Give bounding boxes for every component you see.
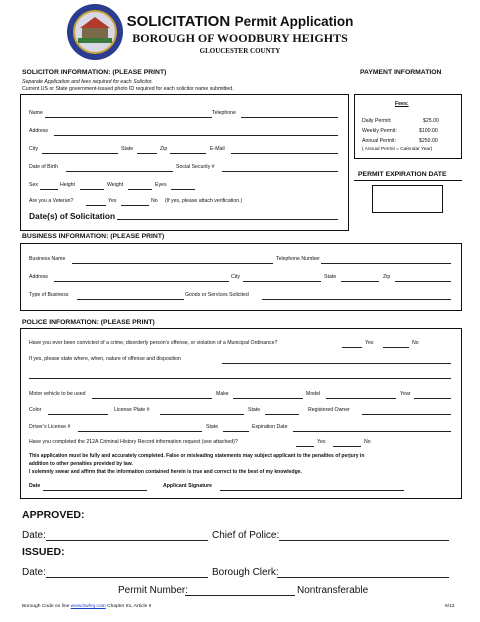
state-label: State — [121, 146, 134, 152]
zip-label: Zip — [160, 146, 168, 152]
permit-number-field[interactable] — [185, 595, 295, 596]
weekly-permit-label: Weekly Permit: — [362, 128, 397, 134]
certify-line-2: addition to other penalties provided by law. — [29, 461, 133, 467]
ssn-label: Social Security # — [176, 164, 215, 170]
issued-date-field[interactable] — [46, 577, 208, 578]
business-telephone-field[interactable] — [321, 263, 451, 264]
police-date-label: Date — [29, 483, 41, 489]
business-box — [20, 243, 462, 311]
name-field[interactable] — [45, 117, 212, 118]
year-field[interactable] — [414, 398, 451, 399]
vehicle-label: Motor vehicle to be used — [29, 391, 86, 397]
telephone-field[interactable] — [241, 117, 338, 118]
certify-line-3: I solemnly swear and affirm that the information contained herein is true and correct to the best of my knowledge. — [29, 469, 302, 475]
annual-permit-note: ( Annual Permit = Calendar Year) — [362, 147, 433, 152]
212a-question: Have you completed the 212A Criminal History Record information request (see attached)? — [29, 439, 238, 445]
address-label: Address — [29, 128, 49, 134]
nontransferable-label: Nontransferable — [297, 585, 369, 596]
plate-field[interactable] — [160, 414, 244, 415]
make-field[interactable] — [233, 398, 303, 399]
chief-label: Chief of Police: — [212, 530, 280, 541]
approved-heading: APPROVED: — [22, 509, 85, 521]
annual-permit-amount: $250.00 — [419, 138, 438, 144]
borough-name: BOROUGH OF WOODBURY HEIGHTS — [132, 31, 348, 45]
veteran-no-field[interactable] — [121, 205, 149, 206]
city-label: City — [29, 146, 38, 152]
address-field[interactable] — [54, 135, 338, 136]
page-title — [0, 13, 480, 31]
expiration-date-box[interactable] — [372, 185, 443, 213]
business-type-field[interactable] — [77, 299, 184, 300]
year-label: Year — [400, 391, 411, 397]
vehicle-state-field[interactable] — [265, 414, 299, 415]
footer-chapter: Chapter 81, Article II — [107, 604, 152, 609]
county-name: GLOUCESTER COUNTY — [199, 47, 281, 55]
license-field[interactable] — [78, 431, 202, 432]
vehicle-field[interactable] — [92, 398, 212, 399]
ssn-field[interactable] — [222, 171, 338, 172]
weight-field[interactable] — [128, 189, 152, 190]
veteran-yes-field[interactable] — [86, 205, 106, 206]
sex-field[interactable] — [40, 189, 58, 190]
footer-link[interactable]: www.bwhnj.com — [70, 604, 106, 609]
212a-no-label: No — [364, 439, 371, 445]
zip-field[interactable] — [170, 153, 206, 154]
clerk-field[interactable] — [277, 577, 449, 578]
convicted-no-label: No — [412, 340, 419, 346]
dates-label: Date(s) of Solicitation — [29, 211, 116, 221]
business-state-label: State — [324, 274, 337, 280]
convicted-yes-label: Yes — [365, 340, 374, 346]
if-yes-field-2[interactable] — [29, 378, 451, 379]
eyes-field[interactable] — [171, 189, 195, 190]
business-zip-label: Zip — [383, 274, 391, 280]
expiration-label: Expiration Date — [252, 424, 288, 430]
weekly-permit-amount: $100.00 — [419, 128, 438, 134]
signature-label: Applicant Signature — [163, 483, 212, 489]
dob-label: Date of Birth — [29, 164, 58, 170]
model-label: Model — [306, 391, 321, 397]
sex-label: Sex — [29, 182, 38, 188]
business-address-label: Address — [29, 274, 49, 280]
if-yes-label: If yes, please state where, when, nature of offense and disposition — [29, 356, 181, 362]
212a-no-field[interactable] — [333, 446, 361, 447]
expiration-heading: PERMIT EXPIRATION DATE — [358, 171, 447, 178]
approved-label: APPROVED — [22, 509, 81, 521]
vehicle-state-label: State — [248, 407, 261, 413]
owner-field[interactable] — [362, 414, 451, 415]
annual-permit-label: Annual Permit: — [362, 138, 397, 144]
goods-label: Goods or Services Solicited — [185, 292, 249, 298]
solicitor-heading: SOLICITOR INFORMATION: (PLEASE PRINT) — [22, 69, 167, 76]
veteran-note: (If yes, please attach verification.) — [165, 198, 243, 204]
footer-date: 6/13 — [445, 604, 455, 609]
model-field[interactable] — [326, 398, 396, 399]
business-heading: BUSINESS INFORMATION: (PLEASE PRINT) — [22, 233, 165, 240]
clerk-label: Borough Clerk: — [212, 567, 279, 578]
convicted-yes-field[interactable] — [342, 347, 362, 348]
state-field[interactable] — [137, 153, 157, 154]
police-heading: POLICE INFORMATION: (PLEASE PRINT) — [22, 319, 155, 326]
owner-label: Registered Owner — [308, 407, 350, 413]
veteran-yes-label: Yes — [108, 198, 117, 204]
daily-permit-label: Daily Permit: — [362, 118, 392, 124]
permit-number-label: Permit Number: — [118, 585, 189, 596]
veteran-question: Are you a Veteran? — [29, 198, 74, 204]
veteran-no-label: No — [151, 198, 158, 204]
212a-yes-field[interactable] — [296, 446, 314, 447]
name-label: Name — [29, 110, 43, 116]
title-sub: Permit Application — [234, 14, 354, 29]
issued-heading: ISSUED: — [22, 546, 65, 558]
plate-label: License Plate # — [114, 407, 150, 413]
212a-yes-label: Yes — [317, 439, 326, 445]
color-field[interactable] — [48, 414, 108, 415]
weight-label: Weight — [107, 182, 124, 188]
police-date-field[interactable] — [43, 490, 147, 491]
solicitor-note-1: Separate Application and fees required for each Solicitor. — [22, 79, 153, 85]
business-type-label: Type of Business — [29, 292, 69, 298]
license-state-label: State — [206, 424, 219, 430]
business-city-field[interactable] — [243, 281, 321, 282]
business-zip-field[interactable] — [395, 281, 451, 282]
dates-field[interactable] — [117, 219, 338, 220]
approved-date-field[interactable] — [46, 540, 208, 541]
business-telephone-label: Telephone Number — [276, 256, 320, 262]
approved-date-label: Date: — [22, 530, 46, 541]
telephone-label: Telephone — [212, 110, 236, 116]
license-label: Driver’s License # — [29, 424, 71, 430]
email-field[interactable] — [231, 153, 338, 154]
business-name-field[interactable] — [72, 263, 273, 264]
issued-date-label: Date: — [22, 567, 46, 578]
business-name-label: Business Name — [29, 256, 66, 262]
goods-field[interactable] — [262, 299, 451, 300]
color-label: Color — [29, 407, 42, 413]
payment-heading: PAYMENT INFORMATION — [360, 69, 442, 76]
title-main: SOLICITATION — [126, 13, 231, 30]
solicitor-note-2: Current US or State government-issued photo ID required for each solicitor name submitted. — [22, 86, 234, 92]
if-yes-field[interactable] — [222, 363, 451, 364]
dob-field[interactable] — [66, 171, 173, 172]
chief-field[interactable] — [279, 540, 449, 541]
certify-line-1: This application must be fully and accurately completed. False or misleading statements may subject applicant to the penalties of perjury in — [29, 453, 365, 459]
daily-permit-amount: $25.00 — [423, 118, 439, 124]
footer-left — [22, 604, 151, 609]
eyes-label: Eyes — [155, 182, 167, 188]
signature-field[interactable] — [220, 490, 404, 491]
convicted-question: Have you ever been convicted of a crime, disorderly person’s offense, or violation of a Municipal Ordinance? — [29, 340, 278, 346]
fees-label: Fees: — [395, 101, 409, 107]
license-expiration-field[interactable] — [293, 431, 451, 432]
license-state-field[interactable] — [223, 431, 249, 432]
issued-label: ISSUED — [22, 546, 62, 558]
height-field[interactable] — [80, 189, 104, 190]
city-field[interactable] — [42, 153, 118, 154]
business-city-label: City — [231, 274, 240, 280]
expiration-heading-rule — [354, 180, 462, 181]
make-label: Make — [216, 391, 229, 397]
footer-code-label: Borough Code on line — [22, 604, 70, 609]
business-state-field[interactable] — [341, 281, 379, 282]
height-label: Height — [60, 182, 75, 188]
business-address-field[interactable] — [54, 281, 229, 282]
email-label: E-Mail — [210, 146, 225, 152]
convicted-no-field[interactable] — [383, 347, 409, 348]
